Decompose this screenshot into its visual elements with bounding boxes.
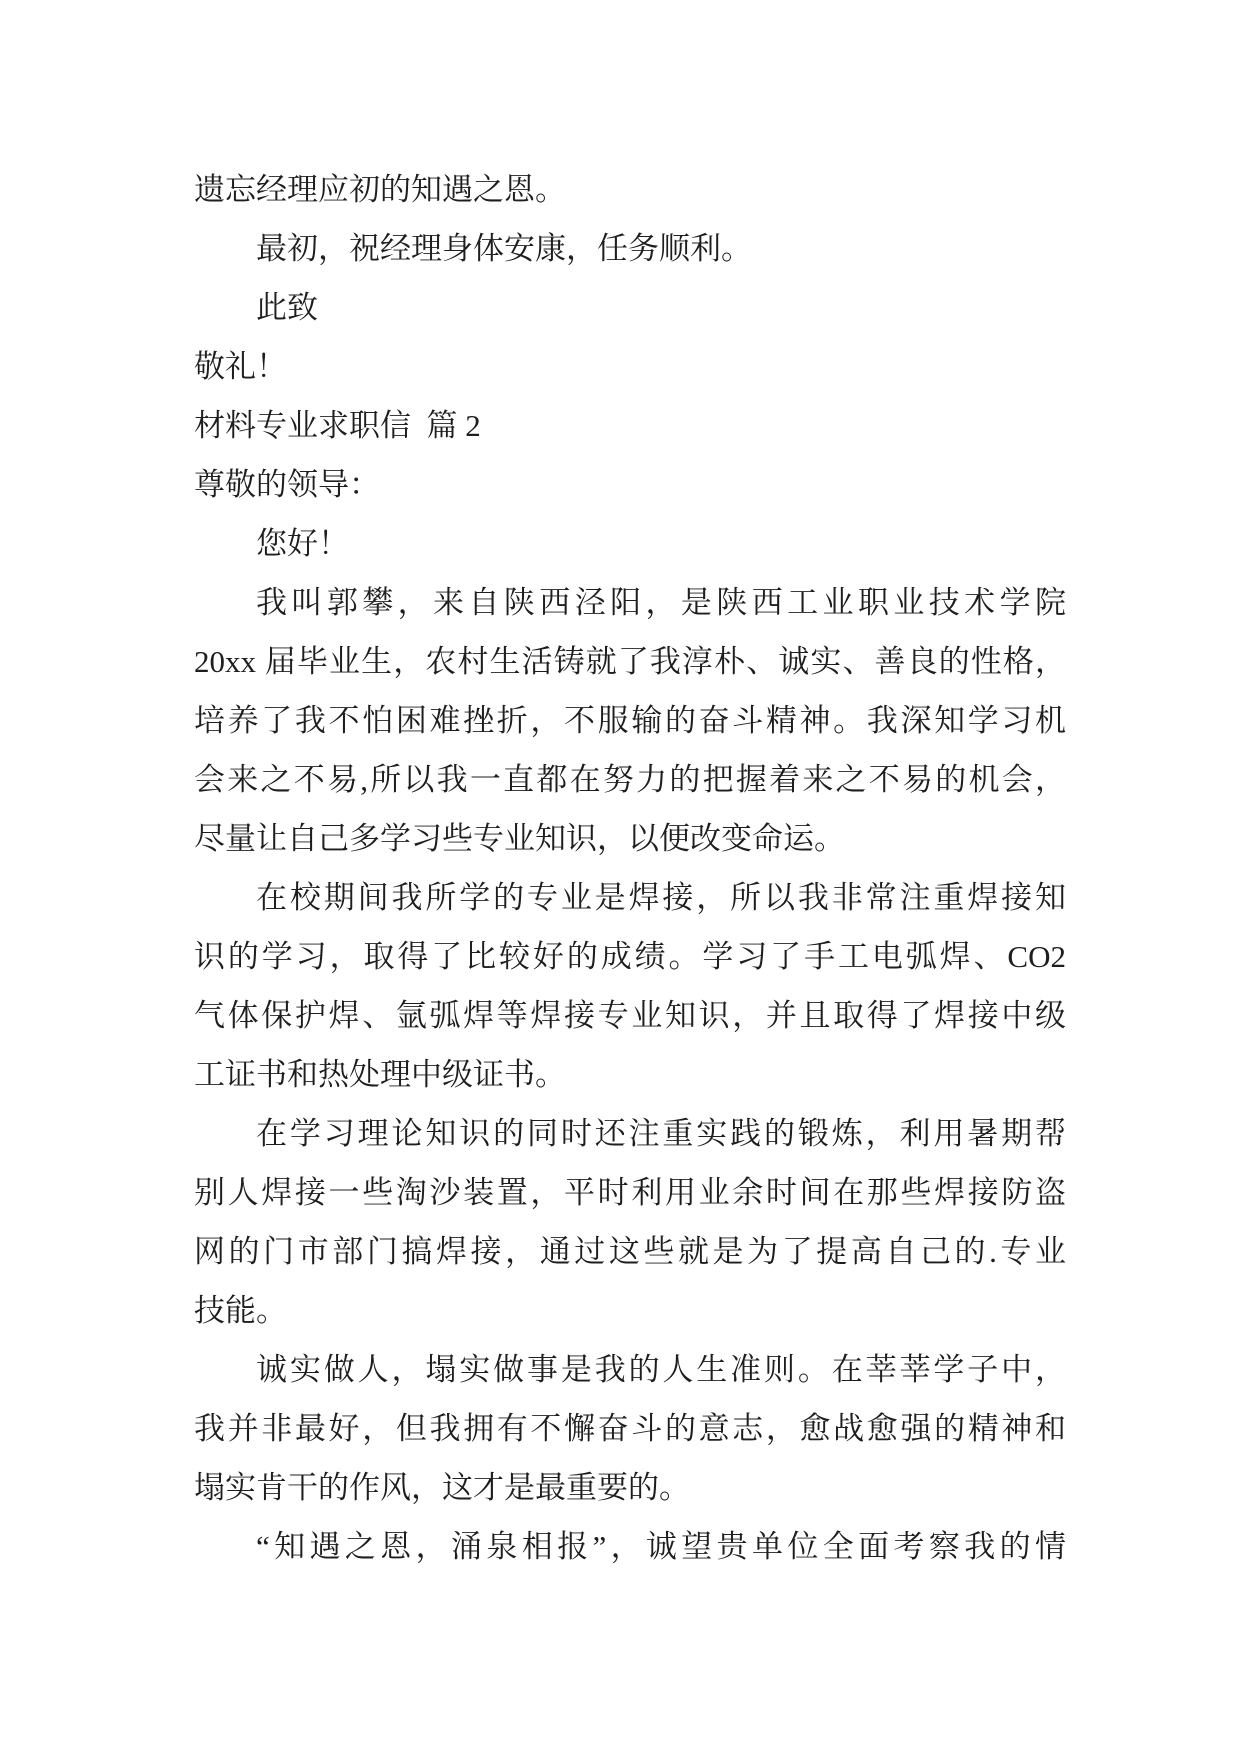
text-line: 塌实肯干的作风，这才是最重要的。	[194, 1470, 690, 1505]
text-line: 气体保护焊、氩弧焊等焊接专业知识，并且取得了焊接中级	[194, 998, 1066, 1033]
text-line: 培养了我不怕困难挫折，不服输的奋斗精神。我深知学习机	[194, 703, 1066, 738]
greeting: 您好！	[256, 526, 349, 561]
document-page	[194, 160, 1066, 1576]
closing-phrase: 此致	[256, 290, 318, 325]
paragraph-character	[194, 1340, 1066, 1517]
text-line: 工证书和热处理中级证书。	[194, 1057, 566, 1092]
text-line: 会来之不易,所以我一直都在努力的把握着来之不易的机会，	[194, 762, 1066, 797]
text-line: 在校期间我所学的专业是焊接，所以我非常注重焊接知	[256, 880, 1066, 915]
paragraph-closing	[194, 1517, 1066, 1576]
text-line: 我叫郭攀，来自陕西泾阳，是陕西工业职业技术学院	[256, 585, 1066, 620]
regards-line: 敬礼！	[194, 349, 287, 384]
section-title: 材料专业求职信 篇 2	[194, 408, 481, 443]
closing-wish: 最初，祝经理身体安康，任务顺利。	[256, 231, 752, 266]
paragraph-intro	[194, 573, 1066, 868]
letter-continuation-line: 遗忘经理应初的知遇之恩。	[194, 172, 566, 207]
text-line: 我并非最好，但我拥有不懈奋斗的意志，愈战愈强的精神和	[194, 1411, 1066, 1446]
text-line: 诚实做人，塌实做事是我的人生准则。在莘莘学子中，	[256, 1352, 1066, 1387]
text-line: 识的学习，取得了比较好的成绩。学习了手工电弧焊、CO2	[194, 939, 1066, 974]
text-line: 在学习理论知识的同时还注重实践的锻炼，利用暑期帮	[256, 1116, 1066, 1151]
previous-letter-ending	[194, 160, 1066, 396]
paragraph-practice	[194, 1104, 1066, 1340]
text-line: 技能。	[194, 1293, 287, 1328]
text-line: 别人焊接一些淘沙装置，平时利用业余时间在那些焊接防盗	[194, 1175, 1066, 1210]
text-line: 尽量让自己多学习些专业知识，以便改变命运。	[194, 821, 845, 856]
text-line: 20xx 届毕业生，农村生活铸就了我淳朴、诚实、善良的性格，	[194, 644, 1066, 679]
text-line: “知遇之恩，涌泉相报”，诚望贵单位全面考察我的情	[256, 1529, 1066, 1564]
paragraph-education	[194, 868, 1066, 1104]
salutation: 尊敬的领导：	[194, 467, 380, 502]
text-line: 网的门市部门搞焊接，通过这些就是为了提高自己的.专业	[194, 1234, 1066, 1269]
